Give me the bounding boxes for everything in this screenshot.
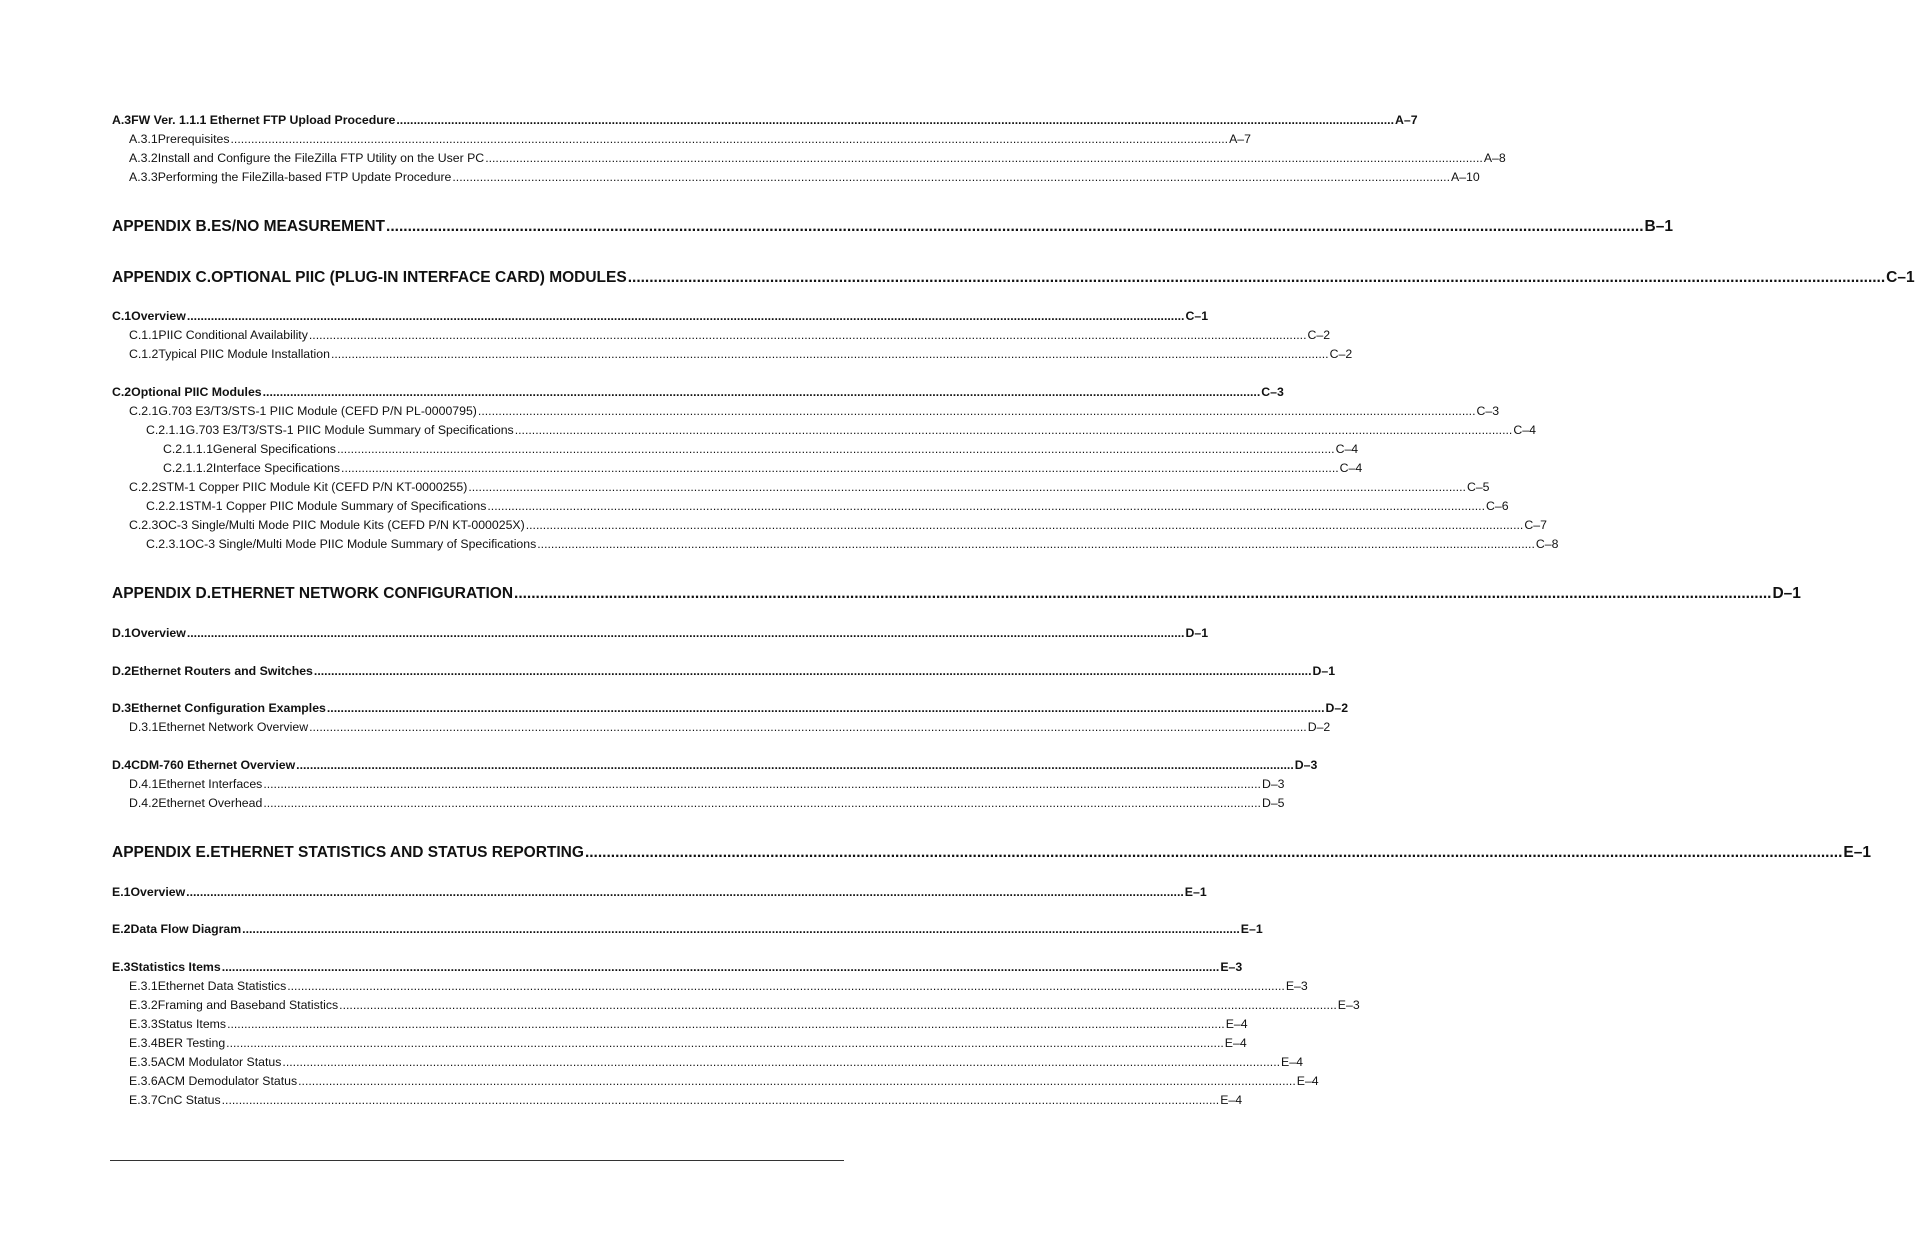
dot-leader: .................................................................................................................................................................................................................................................................................................... (339, 998, 1337, 1012)
dot-leader: .................................................................................................................................................................................................................................................................................................... (341, 461, 1339, 475)
appendix-title: ES/NO MEASUREMENT (211, 218, 386, 235)
toc-entry-d3[interactable] (112, 701, 1349, 715)
page-number: C–4 (1339, 461, 1363, 475)
toc-entry-a3[interactable] (112, 113, 1418, 127)
toc-entry-c2-2[interactable] (129, 480, 1490, 494)
page-number: C–8 (1535, 537, 1559, 551)
toc-entry-d3-1[interactable] (129, 720, 1331, 734)
section-number: E.3.4 (129, 1036, 158, 1050)
dot-leader: .................................................................................................................................................................................................................................................................................................... (487, 499, 1485, 513)
section-number: D.3 (112, 701, 132, 715)
toc-entry-c2-3[interactable] (129, 518, 1547, 532)
appendix-number: APPENDIX C. (112, 269, 212, 286)
section-number: A.3 (112, 113, 132, 127)
page-number: D–1 (1312, 664, 1336, 678)
toc-entry-appendix-d[interactable] (112, 585, 1801, 602)
toc-entry-c2-1-1[interactable] (146, 423, 1536, 437)
toc-entry-e3-5[interactable] (129, 1055, 1303, 1069)
section-number: E.1 (112, 885, 131, 899)
toc-entry-a3-3[interactable] (129, 170, 1480, 184)
section-title: CDM-760 Ethernet Overview (131, 758, 296, 772)
section-title: ACM Modulator Status (157, 1055, 282, 1069)
toc-entry-e3-1[interactable] (129, 979, 1308, 993)
section-number: C.1.1 (129, 328, 159, 342)
dot-leader: .................................................................................................................................................................................................................................................................................................... (326, 701, 1325, 715)
toc-entry-c2-1[interactable] (129, 404, 1500, 418)
dot-leader: .................................................................................................................................................................................................................................................................................................... (263, 777, 1261, 791)
section-number: C.2.1.1 (146, 423, 186, 437)
page-number: C–5 (1466, 480, 1490, 494)
appendix-number: APPENDIX E. (112, 844, 211, 861)
section-number: E.3.2 (129, 998, 158, 1012)
toc-entry-e3-6[interactable] (129, 1074, 1319, 1088)
section-title: Optional PIIC Modules (131, 385, 262, 399)
section-title: CnC Status (157, 1093, 221, 1107)
page-number: D–3 (1294, 758, 1318, 772)
page-number: E–1 (1843, 844, 1871, 861)
section-title: STM-1 Copper PIIC Module Kit (CEFD P/N KT-0000255) (158, 480, 468, 494)
dot-leader: .................................................................................................................................................................................................................................................................................................... (221, 960, 1220, 974)
dot-leader: .................................................................................................................................................................................................................................................................................................... (296, 758, 1294, 772)
section-title: Status Items (157, 1017, 227, 1031)
section-number: C.2.2.1 (146, 499, 186, 513)
dot-leader: .................................................................................................................................................................................................................................................................................................... (452, 170, 1451, 184)
toc-entry-d4[interactable] (112, 758, 1318, 772)
toc-entry-appendix-b[interactable] (112, 218, 1673, 235)
toc-entry-appendix-e[interactable] (112, 844, 1871, 861)
section-title: FW Ver. 1.1.1 Ethernet FTP Upload Procedure (131, 113, 396, 127)
appendix-title: ETHERNET STATISTICS AND STATUS REPORTING (210, 844, 584, 861)
page-number: E–4 (1281, 1055, 1303, 1069)
toc-entry-c1[interactable] (112, 309, 1209, 323)
page-number: D–1 (1772, 585, 1801, 602)
section-title: STM-1 Copper PIIC Module Summary of Specifications (185, 499, 487, 513)
dot-leader: .................................................................................................................................................................................................................................................................................................... (468, 480, 1466, 494)
section-title: General Specifications (212, 442, 336, 456)
page-number: E–3 (1285, 979, 1308, 993)
section-number: E.3.7 (129, 1093, 158, 1107)
toc-entry-c2[interactable] (112, 385, 1284, 399)
page-number: E–1 (1240, 922, 1263, 936)
page-number: D–2 (1307, 720, 1331, 734)
dot-leader: .................................................................................................................................................................................................................................................................................................... (298, 1074, 1296, 1088)
page-number: E–4 (1220, 1093, 1243, 1107)
section-title: Ethernet Interfaces (158, 777, 263, 791)
section-title: Overview (131, 309, 186, 323)
section-title: Performing the FileZilla-based FTP Update Procedure (157, 170, 452, 184)
section-number: E.3.5 (129, 1055, 158, 1069)
toc-entry-e3[interactable] (112, 960, 1243, 974)
section-number: C.2.1 (129, 404, 159, 418)
dot-leader: .................................................................................................................................................................................................................................................................................................... (186, 309, 1185, 323)
section-title: Statistics Items (130, 960, 221, 974)
section-number: A.3.2 (129, 151, 158, 165)
section-title: ACM Demodulator Status (157, 1074, 298, 1088)
section-number: C.2.3 (129, 518, 159, 532)
page-number: D–3 (1261, 777, 1285, 791)
section-number: A.3.3 (129, 170, 158, 184)
section-number: D.4 (112, 758, 132, 772)
section-title: Typical PIIC Module Installation (158, 347, 330, 361)
appendix-title: ETHERNET NETWORK CONFIGURATION (211, 585, 514, 602)
toc-entry-d4-1[interactable] (129, 777, 1285, 791)
section-title: Ethernet Routers and Switches (131, 664, 313, 678)
section-title: G.703 E3/T3/STS-1 PIIC Module Summary of Specifications (185, 423, 514, 437)
page-number: C–2 (1307, 328, 1331, 342)
page-number: C–3 (1261, 385, 1284, 399)
footer-divider (110, 1160, 844, 1161)
toc-entry-e3-7[interactable] (129, 1093, 1243, 1107)
dot-leader: .................................................................................................................................................................................................................................................................................................... (186, 885, 1184, 899)
page-number: E–3 (1220, 960, 1243, 974)
toc-entry-c1-1[interactable] (129, 328, 1331, 342)
section-number: E.3.1 (129, 979, 158, 993)
section-number: D.1 (112, 626, 132, 640)
page-number: C–2 (1329, 347, 1353, 361)
toc-entry-d4-2[interactable] (129, 796, 1285, 810)
section-title: OC-3 Single/Multi Mode PIIC Module Kits (CEFD P/N KT-000025X) (158, 518, 525, 532)
section-number: C.1 (112, 309, 132, 323)
dot-leader: .................................................................................................................................................................................................................................................................................................... (308, 328, 1307, 342)
toc-entry-a3-2[interactable] (129, 151, 1506, 165)
section-number: C.2.1.1.2 (163, 461, 213, 475)
dot-leader: .................................................................................................................................................................................................................................................................................................... (477, 404, 1476, 418)
toc-entry-c2-1-1-2[interactable] (163, 461, 1363, 475)
dot-leader: .................................................................................................................................................................................................................................................................................................... (514, 585, 1772, 602)
page-number: C–1 (1886, 269, 1915, 286)
page-number: C–4 (1513, 423, 1536, 437)
appendix-title: OPTIONAL PIIC (PLUG-IN INTERFACE CARD) MODULES (211, 269, 627, 286)
section-number: C.2.2 (129, 480, 159, 494)
dot-leader: .................................................................................................................................................................................................................................................................................................... (386, 218, 1644, 235)
section-title: BER Testing (157, 1036, 226, 1050)
appendix-number: APPENDIX D. (112, 585, 212, 602)
page-number: E–3 (1337, 998, 1360, 1012)
dot-leader: .................................................................................................................................................................................................................................................................................................... (227, 1017, 1225, 1031)
section-number: C.1.2 (129, 347, 159, 361)
page-number: A–10 (1451, 170, 1480, 184)
section-number: E.3 (112, 960, 131, 974)
dot-leader: .................................................................................................................................................................................................................................................................................................... (313, 664, 1312, 678)
toc-entry-e2[interactable] (112, 922, 1263, 936)
section-number: E.3.6 (129, 1074, 158, 1088)
toc-entry-a3-1[interactable] (129, 132, 1251, 146)
page-number: E–4 (1224, 1036, 1247, 1050)
dot-leader: .................................................................................................................................................................................................................................................................................................... (242, 922, 1240, 936)
appendix-number: APPENDIX B. (112, 218, 212, 235)
dot-leader: .................................................................................................................................................................................................................................................................................................... (525, 518, 1524, 532)
dot-leader: .................................................................................................................................................................................................................................................................................................... (584, 844, 1843, 861)
page-number: C–7 (1524, 518, 1547, 532)
section-number: C.2.1.1.1 (163, 442, 213, 456)
dot-leader: .................................................................................................................................................................................................................................................................................................... (226, 1036, 1224, 1050)
dot-leader: .................................................................................................................................................................................................................................................................................................... (396, 113, 1394, 127)
toc-entry-e3-3[interactable] (129, 1017, 1248, 1031)
page-number: D–1 (1185, 626, 1209, 640)
section-number: D.4.1 (129, 777, 159, 791)
dot-leader: .................................................................................................................................................................................................................................................................................................... (309, 720, 1307, 734)
section-number: D.2 (112, 664, 132, 678)
dot-leader: .................................................................................................................................................................................................................................................................................................... (230, 132, 1229, 146)
section-title: Ethernet Overhead (158, 796, 263, 810)
dot-leader: .................................................................................................................................................................................................................................................................................................... (336, 442, 1335, 456)
section-title: Overview (131, 626, 186, 640)
section-title: PIIC Conditional Availability (158, 328, 308, 342)
page-number: C–6 (1486, 499, 1509, 513)
page-number: A–8 (1483, 151, 1506, 165)
toc-entry-d1[interactable] (112, 626, 1209, 640)
section-number: E.2 (112, 922, 131, 936)
toc-entry-appendix-c[interactable] (112, 269, 1915, 286)
section-title: Framing and Baseband Statistics (157, 998, 339, 1012)
page-number: E–4 (1225, 1017, 1248, 1031)
page-number: C–4 (1335, 442, 1359, 456)
section-title: Prerequisites (157, 132, 230, 146)
toc-entry-e3-2[interactable] (129, 998, 1360, 1012)
section-number: C.2 (112, 385, 132, 399)
section-title: Install and Configure the FileZilla FTP Utility on the User PC (157, 151, 485, 165)
section-title: Overview (130, 885, 186, 899)
dot-leader: .................................................................................................................................................................................................................................................................................................... (537, 537, 1535, 551)
toc-entry-d2[interactable] (112, 664, 1336, 678)
toc-entry-c2-1-1-1[interactable] (163, 442, 1359, 456)
section-number: D.3.1 (129, 720, 159, 734)
page-number: A–7 (1229, 132, 1251, 146)
dot-leader: .................................................................................................................................................................................................................................................................................................... (282, 1055, 1281, 1069)
page-number: C–3 (1476, 404, 1500, 418)
section-number: A.3.1 (129, 132, 158, 146)
dot-leader: .................................................................................................................................................................................................................................................................................................... (186, 626, 1185, 640)
dot-leader: .................................................................................................................................................................................................................................................................................................... (221, 1093, 1220, 1107)
dot-leader: .................................................................................................................................................................................................................................................................................................... (514, 423, 1513, 437)
dot-leader: .................................................................................................................................................................................................................................................................................................... (263, 796, 1261, 810)
page-number: E–1 (1184, 885, 1207, 899)
dot-leader: .................................................................................................................................................................................................................................................................................................... (262, 385, 1261, 399)
dot-leader: .................................................................................................................................................................................................................................................................................................... (627, 269, 1886, 286)
section-title: Interface Specifications (212, 461, 341, 475)
toc-entry-e3-4[interactable] (129, 1036, 1247, 1050)
section-number: E.3.3 (129, 1017, 158, 1031)
section-title: G.703 E3/T3/STS-1 PIIC Module (CEFD P/N PL-0000795) (158, 404, 477, 418)
section-title: OC-3 Single/Multi Mode PIIC Module Summary of Specifications (185, 537, 537, 551)
section-number: C.2.3.1 (146, 537, 186, 551)
toc-entry-e1[interactable] (112, 885, 1207, 899)
page-number: A–7 (1395, 113, 1418, 127)
section-number: D.4.2 (129, 796, 159, 810)
section-title: Ethernet Configuration Examples (131, 701, 326, 715)
page-number: C–1 (1185, 309, 1209, 323)
page-number: D–5 (1261, 796, 1285, 810)
section-title: Data Flow Diagram (130, 922, 242, 936)
dot-leader: .................................................................................................................................................................................................................................................................................................... (330, 347, 1329, 361)
dot-leader: .................................................................................................................................................................................................................................................................................................... (485, 151, 1483, 165)
dot-leader: .................................................................................................................................................................................................................................................................................................... (287, 979, 1285, 993)
page-number: B–1 (1644, 218, 1673, 235)
section-title: Ethernet Data Statistics (157, 979, 287, 993)
page-number: D–2 (1325, 701, 1349, 715)
section-title: Ethernet Network Overview (158, 720, 309, 734)
toc-entry-c2-2-1[interactable] (146, 499, 1509, 513)
toc-entry-c2-3-1[interactable] (146, 537, 1559, 551)
toc-entry-c1-2[interactable] (129, 347, 1353, 361)
page-number: E–4 (1296, 1074, 1319, 1088)
